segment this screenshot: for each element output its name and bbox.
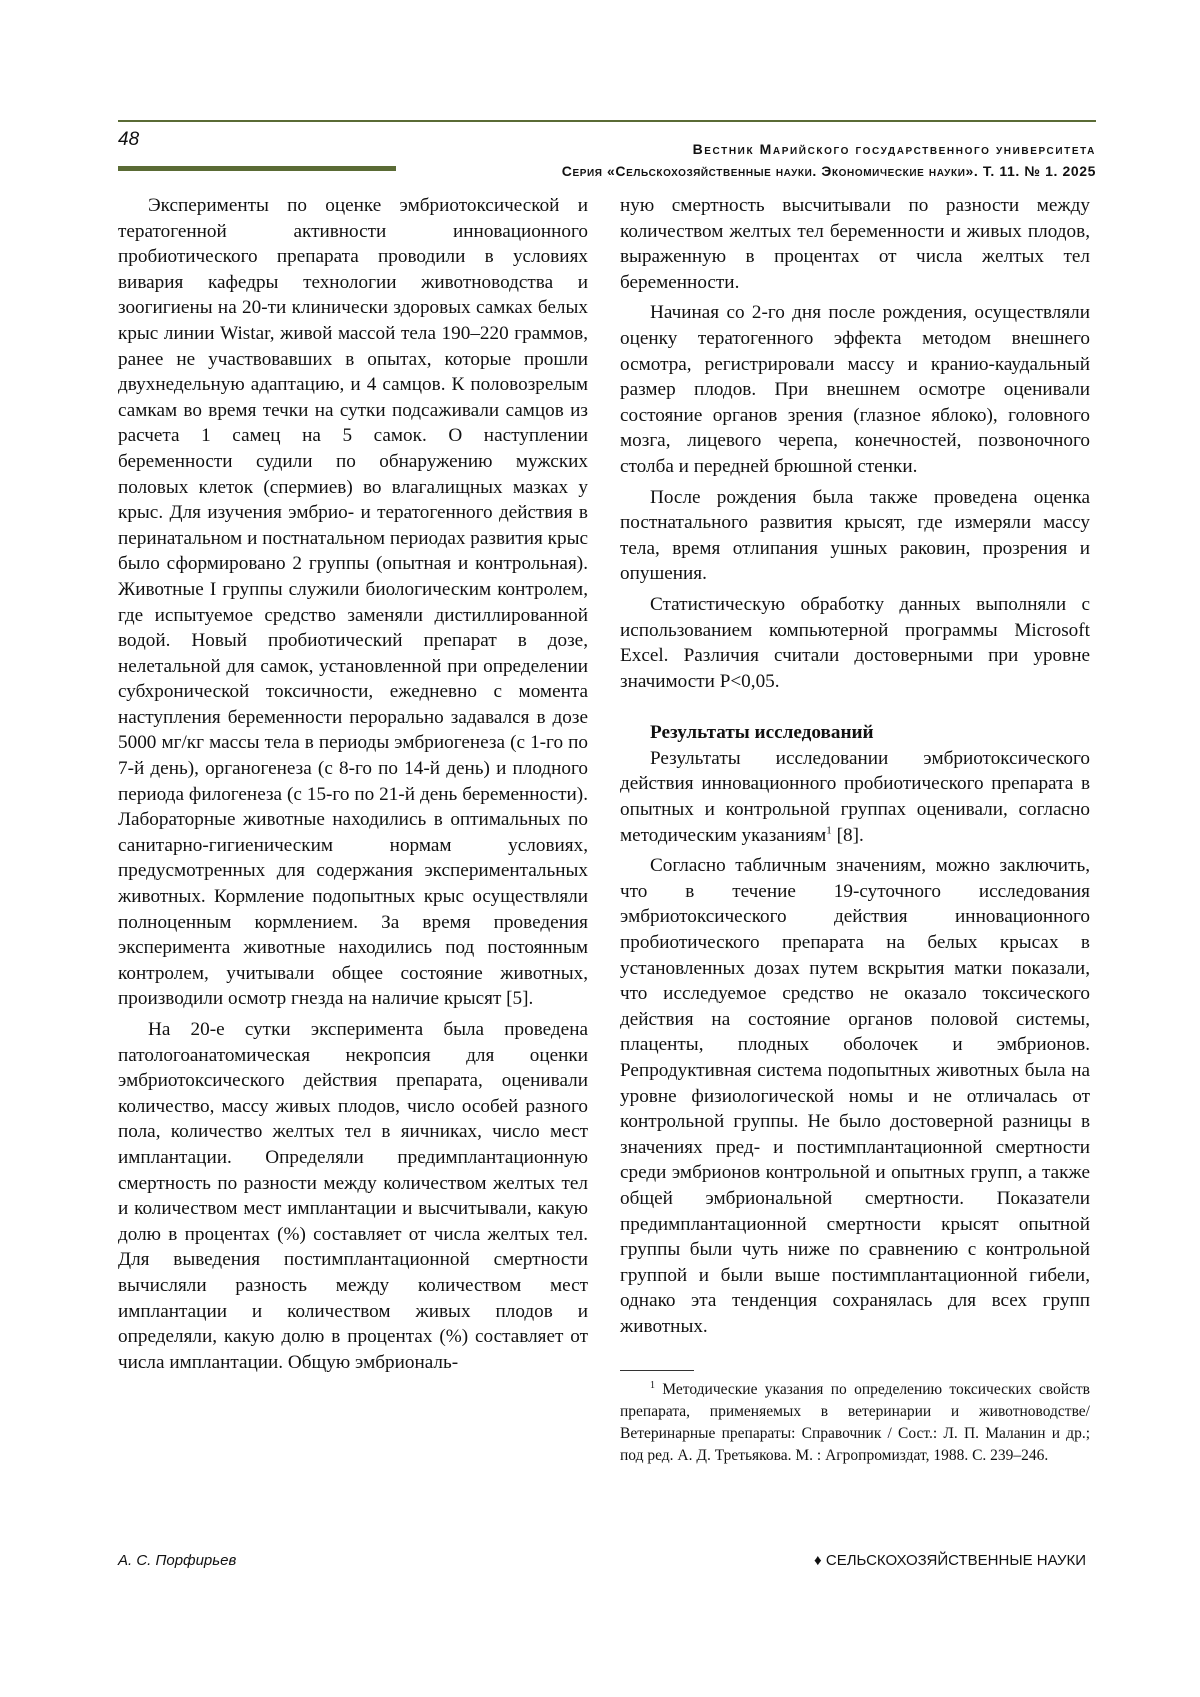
journal-header bbox=[562, 138, 1096, 182]
paragraph-postnatal: После рождения была также проведена оценка постнатального развития крысят, где измеряли массу тела, время отлипания ушных раковин, прозрения и опушения. bbox=[620, 486, 1090, 585]
paragraph-results-1 bbox=[620, 746, 1090, 848]
header-rule bbox=[118, 120, 1096, 122]
footnote-number: 1 bbox=[650, 1379, 655, 1391]
header-accent-bar bbox=[118, 166, 396, 171]
left-column bbox=[118, 193, 588, 1380]
page-number: 48 bbox=[118, 129, 140, 150]
footnote-ref: 1 bbox=[826, 824, 832, 837]
footnote-rule bbox=[620, 1370, 694, 1371]
paragraph-continuation: ную смертность высчитывали по разности между количеством желтых тел беременности и живых плодов, выраженную в процентах от числа желтых тел беременности. bbox=[620, 195, 1090, 293]
results-1-text: Результаты исследовании эмбриотоксического действия инновационного пробиотического препарата в опытных и контрольной группах оценивали, согласно методическим указаниям bbox=[620, 747, 1090, 846]
paragraph-statistics: Статистическую обработку данных выполняли с использованием компьютерной программы Microsoft Excel. Различия считали достоверными при уровне значимости P<0,05. bbox=[620, 593, 1090, 692]
diamond-icon: ♦ bbox=[814, 1552, 822, 1569]
journal-title: Вестник Марийского государственного университета bbox=[692, 141, 1096, 157]
right-column bbox=[620, 193, 1090, 1472]
paragraph-methods-2: На 20-е сутки эксперимента была проведена патологоанатомическая некропсия для оценки эмбриотоксического действия препарата, оценивали количество, массу живых плодов, число особей разного пола, количество желтых тел в яичниках, число мест имплантации. Определяли предимплантационную смертность по разности между количеством желтых тел и количеством мест имплантации и высчитывали, какую долю в процентах (%) составляет от числа желтых тел. Для выведения постимплантационной смертности вычисляли разность между количеством мест имплантации и количеством живых плодов и определяли, какую долю в процентах (%) составляет от числа имплантации. Общую эмбриональ- bbox=[118, 1019, 588, 1373]
footer-section bbox=[814, 1552, 1086, 1569]
section-heading-results: Результаты исследований bbox=[650, 722, 874, 744]
results-1-citation: [8]. bbox=[831, 824, 864, 846]
paragraph-results-2: Согласно табличным значениям, можно заключить, что в течение 19-суточного исследования эмбриотоксического действия инновационного пробиотического препарата на белых крысах в установленных дозах путем вскрытия матки показали, что исследуемое средство не оказало токсического действия на состояние органов половой системы, плаценты, плодных оболочек и эмбрионов. Репродуктивная система подопытных животных была на уровне физиологической номы и не отличалась от контрольной группы. Не было достоверной разницы в значениях пред- и постимплантационной смертности среди эмбрионов контрольной и опытных групп, а также общей эмбриональной смертности. Показатели предимплантационной смертности крысят опытной группы были чуть ниже по сравнению с контрольной группой и были выше постимплантационной гибели, однако эта тенденция сохранялась для всех групп животных. bbox=[620, 855, 1090, 1337]
journal-series: Серия «Сельскохозяйственные науки. Экономические науки». Т. 11. № 1. 2025 bbox=[561, 163, 1096, 179]
paragraph-methods-1: Эксперименты по оценке эмбриотоксической и тератогенной активности инновационного пробиотического препарата проводили в условиях вивария кафедры технологии животноводства и зоогигиены на 20-ти клинически здоровых самках белых крыс линии Wistar, живой массой тела 190–220 граммов, ранее не участвовавших в опытах, которые прошли двухнедельную адаптацию, и 4 самцов. К половозрелым самкам во время течки на сутки подсаживали самцов из расчета 1 самец на 5 самок. О наступлении беременности судили по обнаружению мужских половых клеток (спермиев) во влагалищных мазках у крыс. Для изучения эмбрио- и тератогенного действия в перинатальном и постнатальном периодах развития крыс было сформировано 2 группы (опытная и контрольная). Животные I группы служили биологическим контролем, где испытуемое средство заменяли дистиллированной водой. Новый пробиотический препарат в дозе, нелетальной для самок, установленной при определении субхронической токсичности, ежедневно с момента наступления беременности перорально задавался в дозе 5000 мг/кг массы тела в периоды эмбриогенеза (с 1-го по 7-й день), органогенеза (с 8-го по 14-й день) и плодного периода филогенеза (с 15-го по 21-й день беременности). Лабораторные животные находились в оптимальных по санитарно-гигиеническим нормам условиях, предусмотренных для содержания экспериментальных животных. Кормление подопытных крыс осуществляли полноценным кормлением. За время проведения эксперимента животные находились под постоянным контролем, учитывали общее состояние животных, производили осмотр гнезда на наличие крысят [5]. bbox=[118, 195, 588, 1010]
footer-author: А. С. Порфирьев bbox=[118, 1552, 237, 1569]
footnote-text: Методические указания по определению токсических свойств препарата, применяемых в ветеринарии и животноводстве/ Ветеринарные препараты: Справочник / Сост.: Л. П. Маланин и др.; под ред. А. Д. Третьякова. М. : Агропромиздат, 1988. С. 239–246. bbox=[620, 1380, 1090, 1464]
paragraph-teratogenic: Начиная со 2-го дня после рождения, осуществляли оценку тератогенного эффекта методом внешнего осмотра, регистрировали массу и кранио-каудальный размер плодов. При внешнем осмотре оценивали состояние органов зрения (глазное яблоко), головного мозга, лицевого черепа, конечностей, позвоночного столба и передней брюшной стенки. bbox=[620, 302, 1090, 477]
footnote bbox=[620, 1379, 1090, 1467]
footer-section-label: СЕЛЬСКОХОЗЯЙСТВЕННЫЕ НАУКИ bbox=[825, 1552, 1086, 1569]
